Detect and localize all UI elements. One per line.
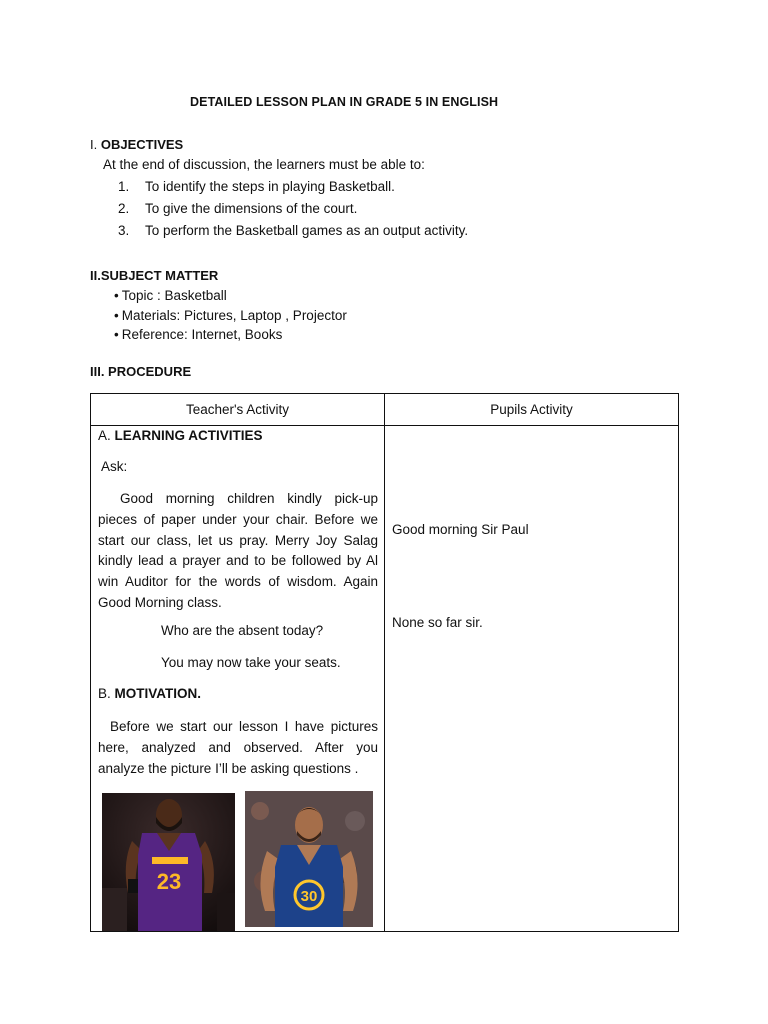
player-photo-right [245, 791, 373, 927]
learning-activities-heading [98, 428, 263, 443]
subject-matter-text: Reference: Internet, Books [121, 327, 283, 342]
procedure-table [90, 393, 679, 932]
lebron-james-photo [102, 793, 235, 931]
pupils-activity-cell [385, 426, 679, 932]
left-jersey-number: 23 [156, 869, 182, 894]
subject-matter-item [114, 287, 347, 307]
pupils-activity-header: Pupils Activity [385, 394, 679, 426]
teacher-activity-header: Teacher's Activity [91, 394, 385, 426]
motivation-prefix: B. [98, 686, 111, 701]
subject-matter-text: Materials: Pictures, Laptop , Projector [121, 307, 347, 323]
objective-item [118, 222, 468, 244]
procedure-table-header-row [91, 394, 679, 426]
motivation-title: MOTIVATION. [114, 686, 202, 701]
player-photo-left [102, 793, 235, 931]
objective-text: To give the dimensions of the court. [145, 201, 358, 216]
subject-matter-heading: II.SUBJECT MATTER [90, 268, 219, 283]
document-title: DETAILED LESSON PLAN IN GRADE 5 IN ENGLISH [190, 95, 499, 109]
pupils-reply-greeting: Good morning Sir Paul [392, 522, 529, 537]
seats-instruction: You may now take your seats. [161, 655, 341, 670]
objectives-heading [90, 137, 183, 152]
subject-matter-list [114, 287, 347, 346]
subject-matter-item [114, 326, 347, 346]
bullet-icon: • [114, 307, 119, 323]
stephen-curry-photo [245, 791, 373, 927]
objectives-intro: At the end of discussion, the learners must be able to: [103, 157, 425, 172]
learning-activities-prefix: A. [98, 428, 111, 443]
objectives-heading-text: OBJECTIVES [100, 137, 184, 152]
objective-text: To perform the Basketball games as an output activity. [145, 223, 469, 238]
subject-matter-item [114, 307, 347, 327]
motivation-paragraph: Before we start our lesson I have pictures here, analyzed and observed. After you analyze the picture I’ll be asking questions . [98, 719, 378, 776]
procedure-heading: III. PROCEDURE [90, 364, 192, 379]
right-jersey-number: 30 [300, 888, 318, 905]
teacher-activity-cell [91, 426, 385, 932]
objectives-heading-prefix: I. [90, 137, 98, 152]
objective-number: 2. [118, 201, 130, 216]
learning-activities-title: LEARNING ACTIVITIES [114, 428, 263, 443]
objective-item [118, 178, 468, 200]
subject-matter-text: Topic : Basketball [121, 288, 227, 303]
objective-number: 1. [118, 179, 130, 194]
bullet-icon: • [114, 288, 119, 303]
objective-item [118, 200, 468, 222]
bullet-icon: • [114, 327, 119, 342]
objectives-list [118, 178, 468, 244]
pupils-reply-absent: None so far sir. [392, 615, 483, 630]
motivation-heading [98, 686, 201, 701]
absent-question: Who are the absent today? [161, 623, 324, 638]
greeting-paragraph: Good morning children kindly pick-up pieces of paper under your chair. Before we start our class, let us pray. Merry Joy Salag kindly lead a prayer and to be followed by Al win Auditor for the words of wisdom. Again Good Morning class. [98, 491, 378, 610]
procedure-table-row [91, 426, 679, 932]
ask-label: Ask: [101, 459, 128, 474]
objective-number: 3. [118, 223, 130, 238]
objective-text: To identify the steps in playing Basketball. [145, 179, 395, 194]
